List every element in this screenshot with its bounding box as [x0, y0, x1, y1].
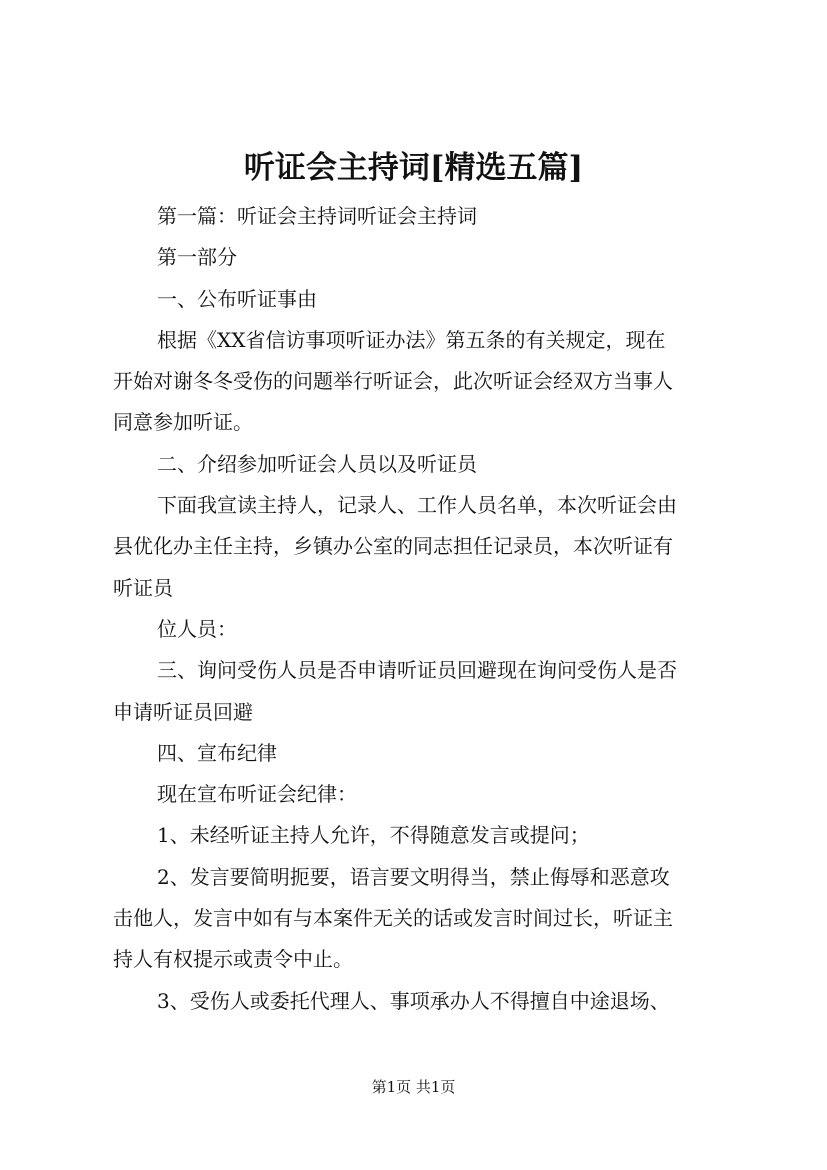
body-line-20: 3、受伤人或委托代理人、事项承办人不得擅自中途退场、	[157, 988, 670, 1013]
body-line-17: 2、发言要简明扼要，语言要文明得当，禁止侮辱和恶意攻	[157, 864, 670, 889]
body-line-13: 申请听证员回避	[113, 699, 253, 724]
body-line-10: 听证员	[113, 575, 173, 600]
body-line-8: 下面我宣读主持人，记录人、工作人员名单，本次听证会由	[157, 493, 677, 518]
body-line-16: 1、未经听证主持人允许，不得随意发言或提问；	[157, 823, 590, 848]
body-line-2: 第一部分	[157, 245, 237, 270]
page-footer: 第1页 共1页	[371, 1078, 456, 1096]
body-line-9: 县优化办主任主持，乡镇办公室的同志担任记录员，本次听证有	[113, 534, 673, 559]
body-line-19: 持人有权提示或责令中止。	[113, 947, 353, 972]
body-line-4: 根据《XX省信访事项听证办法》第五条的有关规定，现在	[157, 327, 666, 352]
body-line-12: 三、询问受伤人员是否申请听证员回避现在询问受伤人是否	[157, 658, 677, 683]
body-line-7: 二、介绍参加听证会人员以及听证员	[157, 451, 477, 476]
body-line-14: 四、宣布纪律	[157, 740, 277, 765]
body-line-6: 同意参加听证。	[113, 410, 253, 435]
document-body	[113, 196, 727, 1022]
body-line-15: 现在宣布听证会纪律：	[157, 782, 357, 807]
body-line-11: 位人员：	[157, 616, 237, 641]
body-line-5: 开始对谢冬冬受伤的问题举行听证会，此次听证会经双方当事人	[113, 369, 673, 394]
body-line-1: 第一篇：听证会主持词听证会主持词	[157, 204, 477, 228]
body-line-3: 一、公布听证事由	[157, 286, 317, 311]
document-title: 听证会主持词[精选五篇]	[243, 150, 584, 186]
body-line-18: 击他人，发言中如有与本案件无关的话或发言时间过长，听证主	[113, 906, 673, 931]
